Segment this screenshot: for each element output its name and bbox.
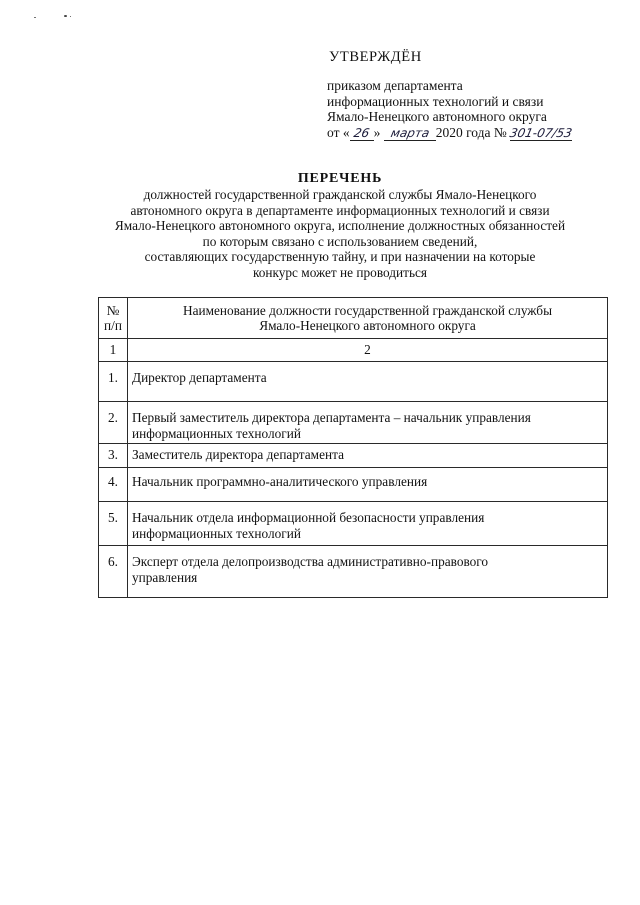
- approval-line-1: приказом департамента: [327, 78, 463, 93]
- row-number: 3.: [99, 444, 128, 468]
- row-position: [128, 502, 608, 546]
- heading-title: ПЕРЕЧЕНЬ: [297, 171, 383, 186]
- positions-table: [98, 297, 608, 598]
- heading-line: по которым связано с использованием сведений,: [202, 233, 478, 249]
- heading-line: автономного округа в департаменте информационных технологий и связи: [130, 202, 550, 218]
- table-row: [99, 468, 608, 502]
- row-position-line-1: Директор департамента: [132, 370, 267, 385]
- header-number-abbr: п/п: [104, 318, 122, 333]
- order-year: 2020 года №: [435, 124, 507, 140]
- row-position: [128, 362, 608, 402]
- header-name-cell: [128, 298, 608, 339]
- header-number-cell: [99, 298, 128, 339]
- row-position-line-1: Начальник отдела информационной безопасности управления: [132, 510, 485, 525]
- row-position: [128, 402, 608, 444]
- row-position: [128, 444, 608, 468]
- row-position-line-1: Начальник программно-аналитического управления: [132, 474, 428, 489]
- row-position-line-1: Первый заместитель директора департамента – начальник управления: [132, 410, 531, 425]
- approval-line-3: Ямало-Ненецкого автономного округа: [327, 109, 547, 124]
- order-mid: »: [373, 124, 381, 140]
- row-position-line-2: информационных технологий: [132, 525, 301, 541]
- table-row: [99, 502, 608, 546]
- approval-block: [327, 48, 617, 141]
- header-number-symbol: №: [106, 302, 120, 318]
- table-row: [99, 444, 608, 468]
- column-number-2: 2: [128, 339, 608, 362]
- row-number: 2.: [99, 402, 128, 444]
- row-number: 4.: [99, 468, 128, 502]
- row-number: 1.: [99, 362, 128, 402]
- column-numbering-row: [99, 339, 608, 362]
- table-row: [99, 546, 608, 598]
- approval-title: УТВЕРЖДЁН: [329, 49, 422, 65]
- row-position-line-2: управления: [132, 569, 198, 585]
- row-position-line-2: информационных технологий: [132, 425, 301, 441]
- row-position-line-1: Эксперт отдела делопроизводства административно-правового: [132, 554, 489, 569]
- row-position-line-1: Заместитель директора департамента: [132, 447, 344, 462]
- heading-line: составляющих государственную тайну, и при назначении на которые: [144, 249, 536, 265]
- order-number-handwritten: 301-07/53: [508, 125, 574, 140]
- table-row: [99, 402, 608, 444]
- header-name-line-1: Наименование должности государственной гражданской службы: [182, 302, 553, 318]
- heading-line: конкурс может не проводиться: [252, 264, 428, 280]
- row-number: 5.: [99, 502, 128, 546]
- column-number-1: 1: [99, 339, 128, 362]
- row-number: 6.: [99, 546, 128, 598]
- header-name-line-2: Ямало-Ненецкого автономного округа: [259, 318, 476, 333]
- order-prefix: от «: [327, 124, 350, 140]
- scan-specks: [34, 14, 74, 20]
- heading-line: должностей государственной гражданской службы Ямало-Ненецкого: [143, 187, 537, 202]
- row-position: [128, 546, 608, 598]
- order-line: [327, 125, 617, 141]
- document-heading: [70, 171, 610, 281]
- row-position: [128, 468, 608, 502]
- heading-line: Ямало-Ненецкого автономного округа, исполнение должностных обязанностей: [114, 218, 566, 234]
- order-month-handwritten: марта: [384, 126, 436, 141]
- table-header-row: [99, 298, 608, 339]
- order-day-handwritten: 26: [350, 126, 374, 141]
- approval-line-2: информационных технологий и связи: [327, 93, 544, 109]
- table-row: [99, 362, 608, 402]
